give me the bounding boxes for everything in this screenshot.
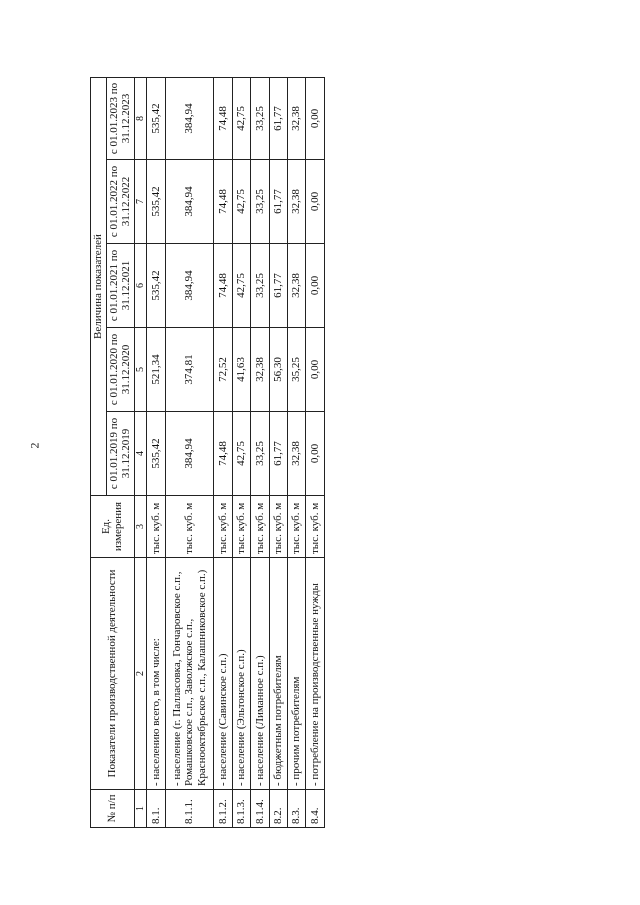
row-value: 535,42 bbox=[147, 412, 165, 496]
row-value: 384,94 bbox=[165, 160, 213, 244]
header-row-1 bbox=[91, 78, 107, 828]
column-index: 2 bbox=[134, 558, 147, 790]
column-index-row bbox=[134, 78, 147, 828]
row-unit: тыс. куб. м bbox=[288, 496, 306, 558]
table-row bbox=[165, 78, 213, 828]
row-code: 8.1.1. bbox=[165, 790, 213, 828]
row-value: 384,94 bbox=[165, 412, 213, 496]
row-unit: тыс. куб. м bbox=[269, 496, 287, 558]
row-name: - потребление на производственные нужды bbox=[306, 558, 325, 790]
row-value: 72,52 bbox=[214, 328, 232, 412]
row-code: 8.1. bbox=[147, 790, 165, 828]
row-value: 32,38 bbox=[288, 412, 306, 496]
row-value: 74,48 bbox=[214, 412, 232, 496]
row-value: 374,81 bbox=[165, 328, 213, 412]
row-code: 8.1.3. bbox=[232, 790, 250, 828]
row-value: 32,38 bbox=[288, 160, 306, 244]
row-name: - население (Савинское с.п.) bbox=[214, 558, 232, 790]
row-value: 32,38 bbox=[288, 78, 306, 160]
column-index: 5 bbox=[134, 328, 147, 412]
row-name: - населению всего, в том числе: bbox=[147, 558, 165, 790]
period-header: с 01.01.2023 по 31.12.2023 bbox=[106, 78, 134, 160]
row-value: 61,77 bbox=[269, 160, 287, 244]
table-row bbox=[269, 78, 287, 828]
column-index: 4 bbox=[134, 412, 147, 496]
period-header: с 01.01.2022 по 31.12.2022 bbox=[106, 160, 134, 244]
row-value: 0,00 bbox=[306, 328, 325, 412]
row-value: 0,00 bbox=[306, 160, 325, 244]
row-value: 535,42 bbox=[147, 78, 165, 160]
row-value: 0,00 bbox=[306, 78, 325, 160]
rotated-table-area bbox=[90, 78, 325, 828]
row-value: 535,42 bbox=[147, 160, 165, 244]
row-value: 33,25 bbox=[251, 412, 269, 496]
col-header-num: № п/п bbox=[91, 790, 135, 828]
row-value: 61,77 bbox=[269, 78, 287, 160]
row-value: 535,42 bbox=[147, 244, 165, 328]
row-unit: тыс. куб. м bbox=[232, 496, 250, 558]
row-value: 74,48 bbox=[214, 244, 232, 328]
row-value: 42,75 bbox=[232, 78, 250, 160]
row-value: 33,25 bbox=[251, 244, 269, 328]
row-value: 74,48 bbox=[214, 78, 232, 160]
table-row bbox=[232, 78, 250, 828]
row-value: 32,38 bbox=[251, 328, 269, 412]
table-row bbox=[306, 78, 325, 828]
row-value: 35,25 bbox=[288, 328, 306, 412]
row-value: 384,94 bbox=[165, 244, 213, 328]
row-code: 8.3. bbox=[288, 790, 306, 828]
row-unit: тыс. куб. м bbox=[251, 496, 269, 558]
column-index: 3 bbox=[134, 496, 147, 558]
row-unit: тыс. куб. м bbox=[306, 496, 325, 558]
row-name: - прочим потребителям bbox=[288, 558, 306, 790]
row-value: 33,25 bbox=[251, 160, 269, 244]
row-value: 33,25 bbox=[251, 78, 269, 160]
row-value: 521,34 bbox=[147, 328, 165, 412]
table-row bbox=[214, 78, 232, 828]
row-unit: тыс. куб. м bbox=[165, 496, 213, 558]
col-header-indicator: Показатели производственной деятельности bbox=[91, 558, 135, 790]
indicators-table bbox=[90, 77, 325, 828]
row-value: 32,38 bbox=[288, 244, 306, 328]
row-value: 0,00 bbox=[306, 412, 325, 496]
period-header: с 01.01.2021 по 31.12.2021 bbox=[106, 244, 134, 328]
row-value: 0,00 bbox=[306, 244, 325, 328]
page-number: 2 bbox=[27, 442, 42, 449]
period-header: с 01.01.2019 по 31.12.2019 bbox=[106, 412, 134, 496]
row-unit: тыс. куб. м bbox=[214, 496, 232, 558]
row-value: 61,77 bbox=[269, 412, 287, 496]
period-header: с 01.01.2020 по 31.12.2020 bbox=[106, 328, 134, 412]
column-index: 1 bbox=[134, 790, 147, 828]
row-name: - население (Эльтонское с.п.) bbox=[232, 558, 250, 790]
row-value: 384,94 bbox=[165, 78, 213, 160]
row-value: 41,63 bbox=[232, 328, 250, 412]
row-value: 61,77 bbox=[269, 244, 287, 328]
row-value: 42,75 bbox=[232, 244, 250, 328]
row-name: - население (Лиманное с.п.) bbox=[251, 558, 269, 790]
row-unit: тыс. куб. м bbox=[147, 496, 165, 558]
row-code: 8.1.2. bbox=[214, 790, 232, 828]
table-row bbox=[288, 78, 306, 828]
row-name: - бюджетным потребителям bbox=[269, 558, 287, 790]
row-code: 8.2. bbox=[269, 790, 287, 828]
column-index: 7 bbox=[134, 160, 147, 244]
table-row bbox=[251, 78, 269, 828]
row-value: 56,30 bbox=[269, 328, 287, 412]
table-rotator bbox=[90, 78, 325, 828]
row-code: 8.1.4. bbox=[251, 790, 269, 828]
col-header-unit: Ед. измерения bbox=[91, 496, 135, 558]
row-code: 8.4. bbox=[306, 790, 325, 828]
col-header-group: Величина показателей bbox=[91, 78, 107, 496]
row-value: 42,75 bbox=[232, 412, 250, 496]
row-value: 74,48 bbox=[214, 160, 232, 244]
column-index: 8 bbox=[134, 78, 147, 160]
row-value: 42,75 bbox=[232, 160, 250, 244]
row-name: - население (г. Палласовка, Гончаровское с.п., Ромашковское с.п., Заволжское с.п., Краснооктябрьское с.п., Калашниковское с.п.) bbox=[165, 558, 213, 790]
table-row bbox=[147, 78, 165, 828]
column-index: 6 bbox=[134, 244, 147, 328]
